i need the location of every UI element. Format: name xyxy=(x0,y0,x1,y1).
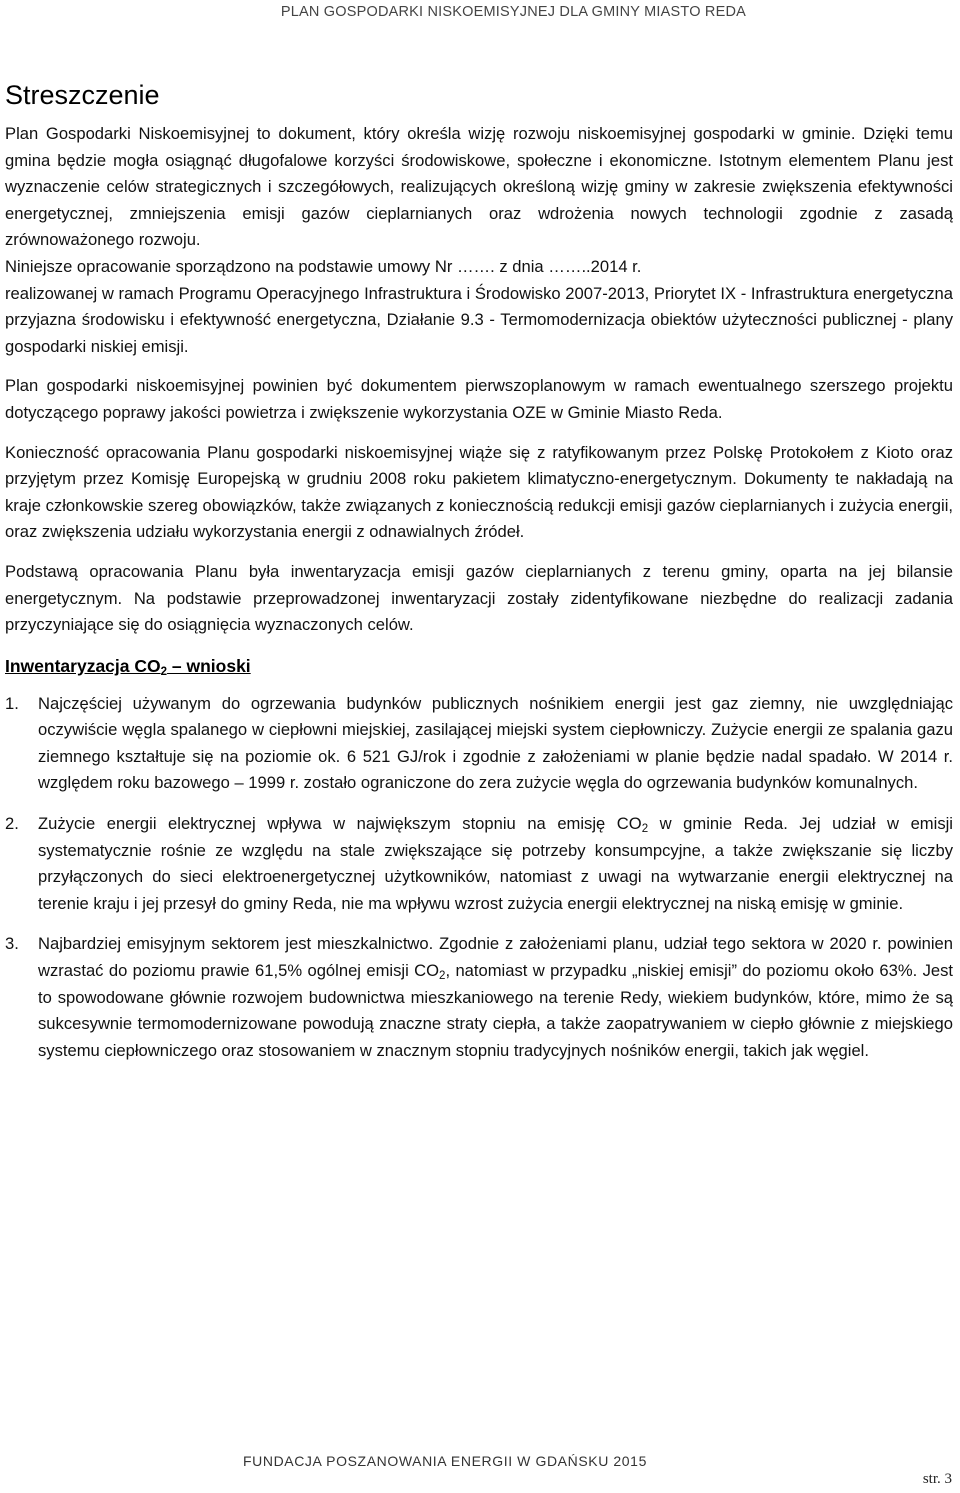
inventory-heading-text: Inwentaryzacja CO xyxy=(5,655,161,676)
conclusion-item xyxy=(5,811,953,917)
summary-paragraph-necessity: Konieczność opracowania Planu gospodarki niskoemisyjnej wiąże się z ratyfikowanym przez Polskę Protokołem z Kioto oraz przyjętym przez Komisję Europejską w grudniu 2008 roku pakietem klimatyczno-energetycznym. Dokumenty te nakładają na kraje członkowskie szereg obowiązków, także związanych z koniecznością redukcji emisji gazów cieplarnianych i zużycia energii, oraz zwiększenia udziału wykorzystania energii z odnawialnych źródeł. xyxy=(5,442,953,542)
conclusion-text: Zużycie energii elektrycznej wpływa w największym stopniu na emisję CO xyxy=(38,814,642,834)
inventory-heading-subscript: 2 xyxy=(160,665,168,678)
conclusion-text-continued: , natomiast w przypadku „niskiej emisji” do poziomu około 63%. Jest to spowodowane głównie rozwojem budownictwa mieszkaniowego na terenie Redy, wiekiem budynków, które, mimo że są sukcesywnie termomodernizowane powodują znaczne straty ciepła, a także zaopatrywaniem w ciepło głównie z miejskiego systemu ciepłowniczego oraz stosowaniem w znacznym stopniu tradycyjnych nośników energii, takich jak węgiel. xyxy=(38,961,953,1060)
conclusion-item xyxy=(5,691,953,797)
page-content xyxy=(5,78,953,1078)
conclusion-number: 3. xyxy=(5,934,19,954)
conclusion-item xyxy=(5,931,953,1064)
conclusion-text: Najbardziej emisyjnym sektorem jest mieszkalnictwo. Zgodnie z założeniami planu, udział tego sektora w 2020 r. powinien wzrastać do poziomu prawie 61,5% ogólnej emisji CO xyxy=(38,934,953,981)
running-header: PLAN GOSPODARKI NISKOEMISYJNEJ DLA GMINY MIASTO REDA xyxy=(280,4,746,20)
summary-paragraph-intro: Plan Gospodarki Niskoemisyjnej to dokument, który określa wizję rozwoju niskoemisyjnej gospodarki w gminie. Dzięki temu gmina będzie mogła osiągnąć długofalowe korzyści środowiskowe, społeczne i ekonomiczne. Istotnym elementem Planu jest wyznaczenie celów strategicznych i szczegółowych, realizujących określoną wizję gminy w zakresie zwiększenia efektywności energetycznej, zmniejszenia emisji gazów cieplarnianych oraz wdrożenia nowych technologii zgodnie z zasadą zrównoważonego rozwoju. xyxy=(5,124,953,250)
conclusion-text: Najczęściej używanym do ogrzewania budynków publicznych nośnikiem energii jest gaz ziemny, nie uwzględniając oczywiście węgla spalanego w ciepłowni miejskiej, zasilającej miejski system ciepłowniczy. Zużycie energii ze spalania gazu ziemnego kształtuje się na poziomie ok. 6 521 GJ/rok i zgodnie z założeniami w planie będzie nadal spadało. W 2014 r. względem roku bazowego – 1999 r. zostało ograniczone do zera zużycie węgla do ogrzewania budynków komunalnych. xyxy=(38,693,953,793)
inventory-heading xyxy=(5,653,953,679)
section-title: Streszczenie xyxy=(5,80,160,110)
summary-paragraph-programme: realizowanej w ramach Programu Operacyjnego Infrastruktura i Środowisko 2007-2013, Priorytet IX - Infrastruktura energetyczna przyjazna środowisku i efektywność energetyczna, Działanie 9.3 - Termomodernizacja obiektów użyteczności publicznej - plany gospodarki niskiej emisji. xyxy=(5,283,953,356)
footer-organization: FUNDACJA POSZANOWANIA ENERGII W GDAŃSKU 2015 xyxy=(243,1453,647,1469)
summary-paragraph-basis: Podstawą opracowania Planu była inwentaryzacja emisji gazów cieplarnianych z terenu gminy, oparta na jej bilansie energetycznym. Na podstawie przeprowadzonej inwentaryzacji zostały zidentyfikowane niezbędne do realizacji zadania przyczyniające się do osiągnięcia wyznaczonych celów. xyxy=(5,561,953,635)
conclusions-list xyxy=(5,691,953,1065)
conclusion-subscript: 2 xyxy=(439,970,446,983)
conclusion-text-continued: w gminie Reda. Jej udział w emisji systematycznie rośnie ze względu na stale zwiększające się potrzeby konsumpcyjne, a także zwiększanie się liczby przyłączonych do sieci elektroenergetycznej użytkowników, natomiast z uwagi na wytwarzanie energii elektrycznej na terenie kraju i jej przesył do gminy Reda, nie ma wpływu wzrost zużycia energii elektrycznej na niską emisję w gminie. xyxy=(38,814,953,913)
conclusion-number: 1. xyxy=(5,693,19,713)
summary-paragraph-priority: Plan gospodarki niskoemisyjnej powinien być dokumentem pierwszoplanowym w ramach ewentualnego szerszego projektu dotyczącego poprawy jakości powietrza i zwiększenie wykorzystania OZE w Gminie Miasto Reda. xyxy=(5,376,953,422)
summary-paragraph-contract: Niniejsze opracowanie sporządzono na podstawie umowy Nr ……. z dnia ……..2014 r. xyxy=(5,256,642,276)
inventory-heading-suffix: – wnioski xyxy=(167,655,251,676)
conclusion-subscript: 2 xyxy=(641,823,649,836)
conclusion-number: 2. xyxy=(5,814,19,834)
page-number: str. 3 xyxy=(922,1471,952,1487)
